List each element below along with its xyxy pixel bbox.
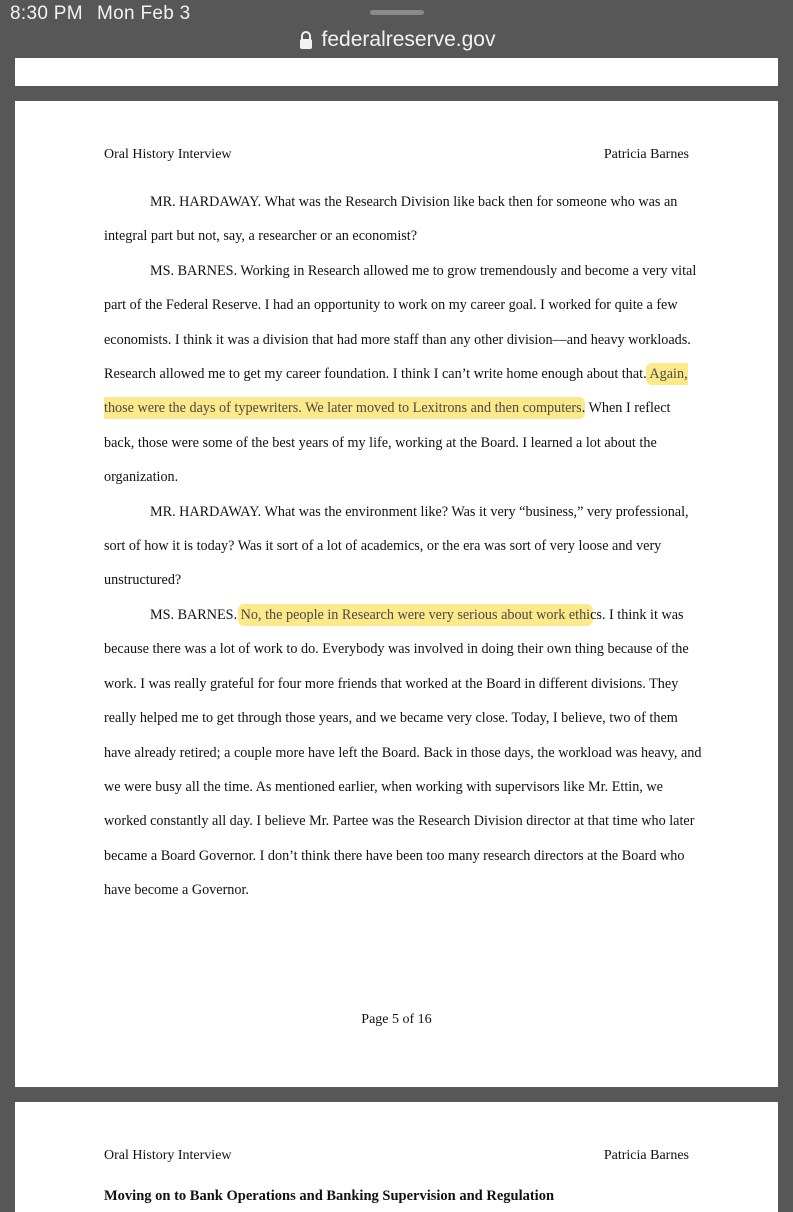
address-bar[interactable] bbox=[0, 27, 793, 53]
document-page bbox=[15, 101, 778, 1087]
header-left: Oral History Interview bbox=[104, 1148, 232, 1163]
paragraph bbox=[104, 598, 704, 908]
previous-page bbox=[15, 58, 778, 86]
url-text: federalreserve.gov bbox=[321, 28, 496, 51]
section-title: Moving on to Bank Operations and Banking Supervision and Regulation bbox=[104, 1188, 555, 1204]
header-left: Oral History Interview bbox=[104, 147, 232, 162]
highlighted-text[interactable]: No, the people in Research were very serious about work ethi bbox=[240, 606, 591, 623]
status-time: 8:30 PM bbox=[10, 3, 83, 24]
paragraph bbox=[104, 254, 704, 495]
text-run: MS. BARNES. Working in Research allowed me to grow tremendously and become a very vital part of the Federal Reserve. I had an opportunity to work on my career goal. I worked for quite a few economists. I think it was a division that had more staff than any other division—and heavy workloads. Research allowed me to get my career foundation. I think I can’t write home enough about that. bbox=[104, 262, 697, 383]
multitasking-grabber[interactable] bbox=[370, 10, 424, 15]
page-number: Page 5 of 16 bbox=[361, 1012, 432, 1027]
highlighted-text[interactable]: Again, those were the days of typewriters. We later moved to Lexitrons and then computers bbox=[104, 366, 688, 417]
text-run: cs. I think it was because there was a lot of work to do. Everybody was involved in doing their own thing because of the work. I was really grateful for four more friends that worked at the Board in different divisions. They really helped me to get through those years, and we became very close. Today, I believe, two of them have already retired; a couple more have left the Board. Back in those days, the workload was heavy, and we were busy all the time. As mentioned earlier, when working with supervisors like Mr. Ettin, we worked constantly all day. I believe Mr. Partee was the Research Division director at that time who later became a Board Governor. I don’t think there have been too many research directors at the Board who have become a Governor. bbox=[104, 606, 702, 899]
header-right: Patricia Barnes bbox=[603, 147, 689, 162]
status-date: Mon Feb 3 bbox=[97, 3, 191, 24]
next-page bbox=[15, 1102, 778, 1212]
text-run: . When I reflect back, those were some of the best years of my life, working at the Board. I learned a lot about the organization. bbox=[104, 400, 671, 486]
header-right: Patricia Barnes bbox=[603, 1148, 689, 1163]
lock-icon bbox=[298, 30, 314, 50]
document-body bbox=[104, 185, 704, 908]
status-bar bbox=[0, 0, 793, 58]
paragraph: MR. HARDAWAY. What was the environment like? Was it very “business,” very professional, sort of how it is today? Was it sort of a lot of academics, or the era was sort of very loose and very unstructured? bbox=[104, 503, 689, 589]
text-run: MS. BARNES. bbox=[150, 606, 241, 623]
paragraph: MR. HARDAWAY. What was the Research Division like back then for someone who was an integral part but not, say, a researcher or an economist? bbox=[104, 194, 678, 245]
